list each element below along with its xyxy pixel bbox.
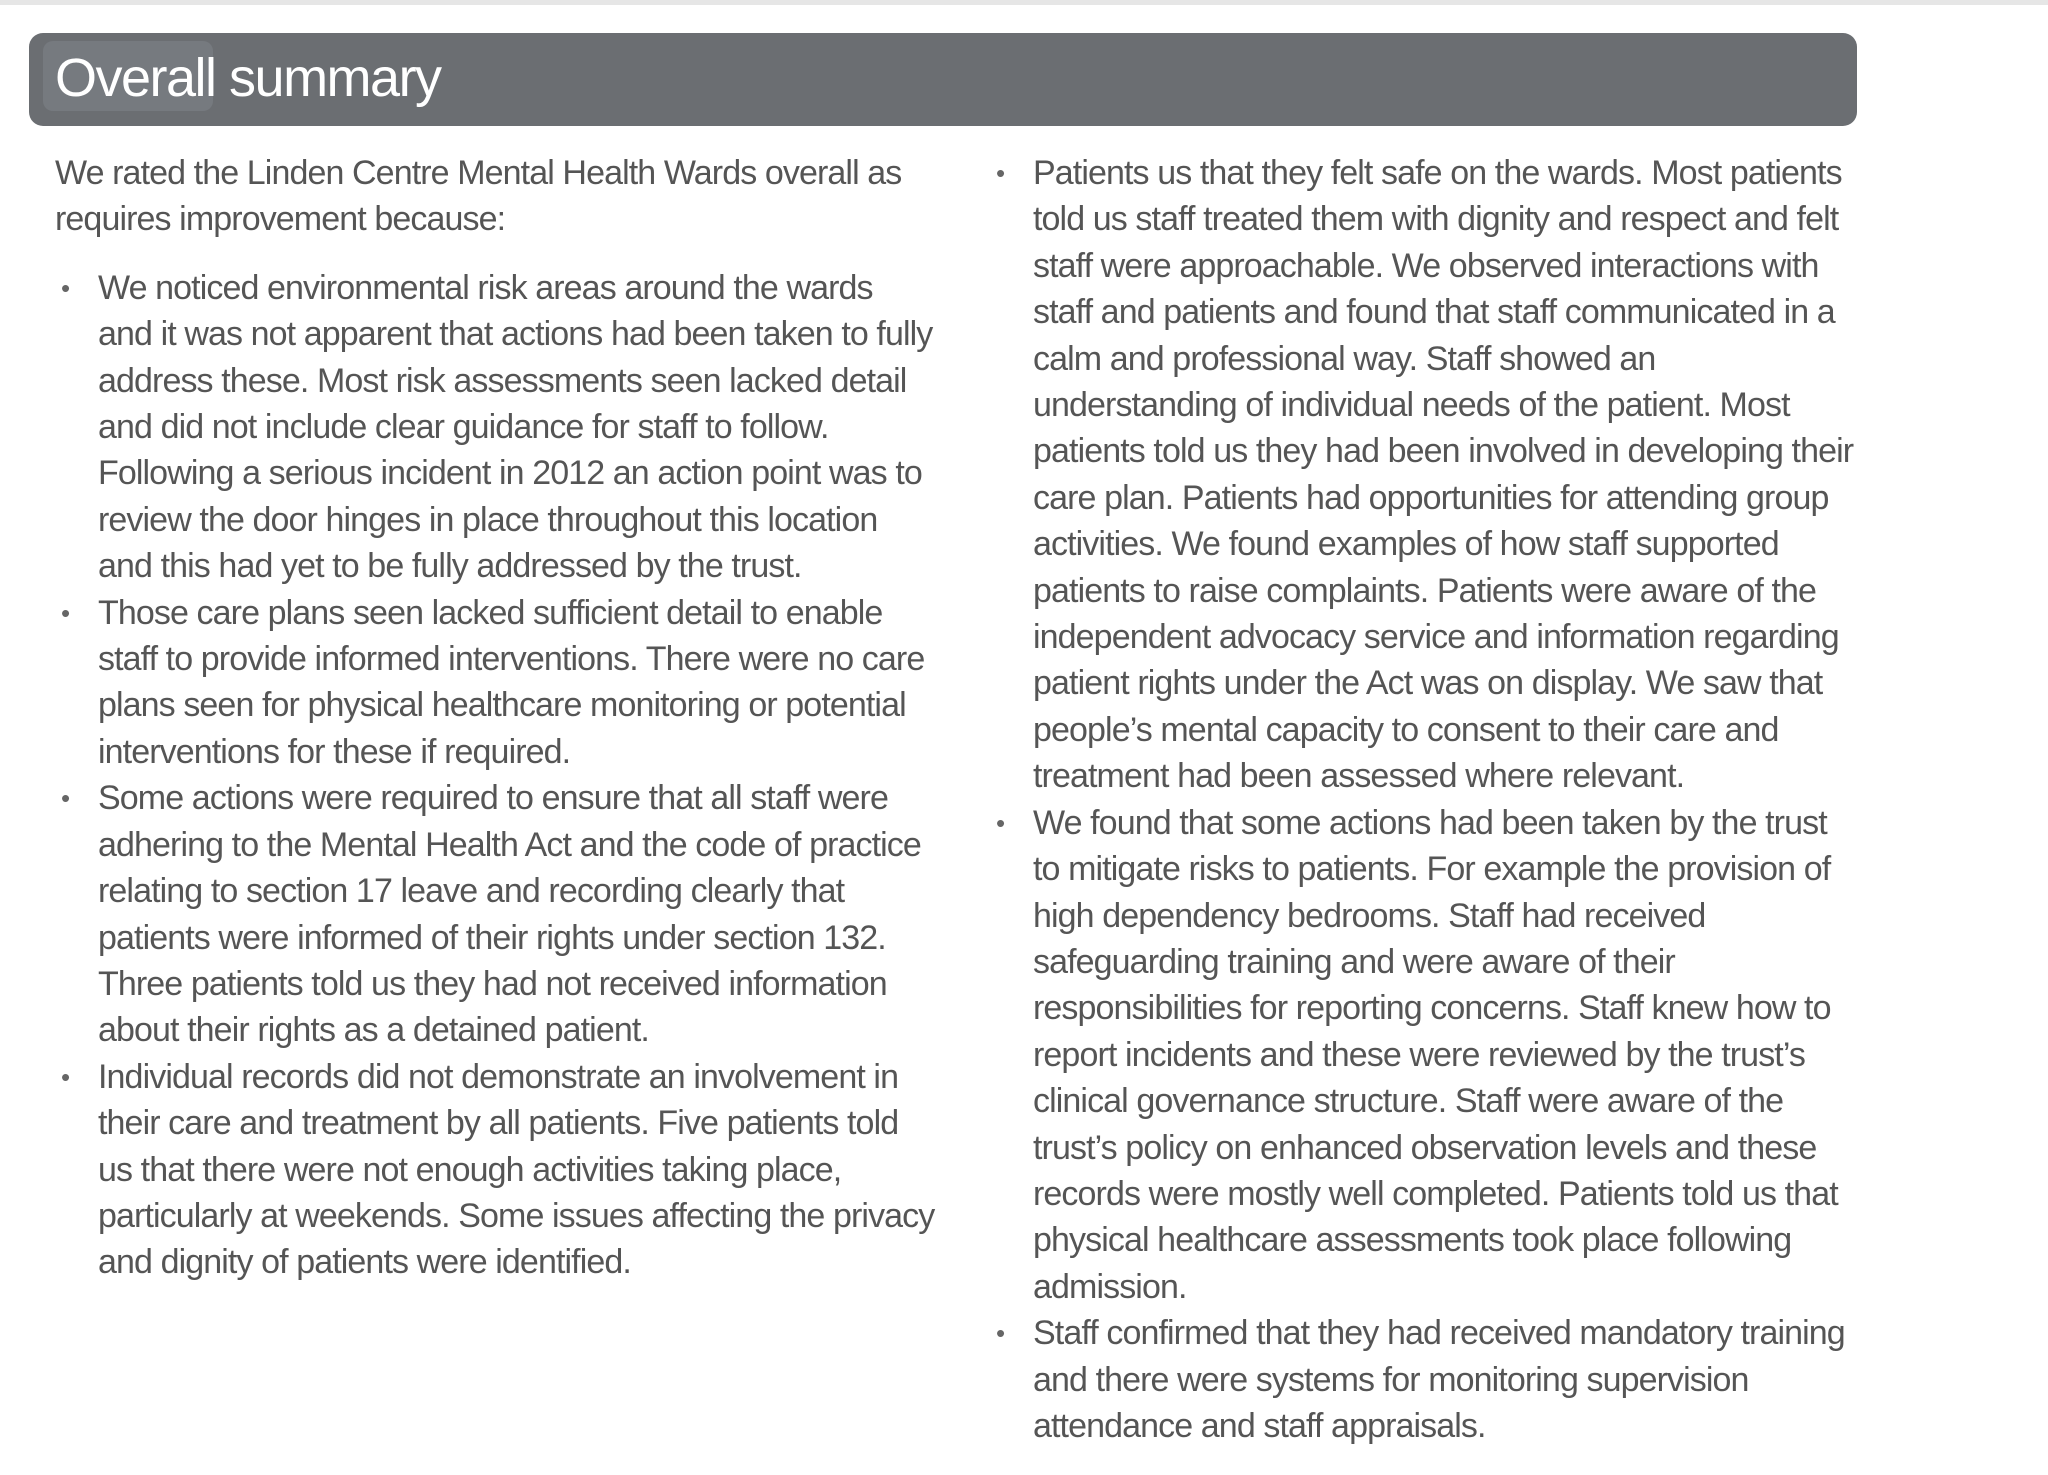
intro-paragraph: We rated the Linden Centre Mental Health Wards overall as requires improvement because: — [55, 154, 902, 239]
list-item: • Individual records did not demonstrate an involvement in their care and treatment by all patients. Five patients told us that there were not enough activities taking place, particularly at weekends. Some issues affecting the privacy and dignity of patients were identified. — [55, 1054, 935, 1286]
list-item: • Patients us that they felt safe on the wards. Most patients told us staff treated them with dignity and respect and felt staff were approachable. We observed interactions with staff and patients and found that staff communicated in a calm and professional way. Staff showed an understanding of individual needs of the patient. Most patients told us they had been involved in developing their care plan. Patients had opportunities for attending group activities. We found examples of how staff supported patients to raise complaints. Patients were aware of the independent advocacy service and information regarding patient rights under the Act was on display. We saw that people’s mental capacity to consent to their care and treatment had been assessed where relevant. — [990, 150, 1860, 800]
list-item: • We noticed environmental risk areas around the wards and it was not apparent that actions had been taken to fully address these. Most risk assessments seen lacked detail and did not include clear guidance for staff to follow. Following a serious incident in 2012 an action point was to review the door hinges in place throughout this location and this had yet to be fully addressed by the trust. — [55, 265, 935, 590]
list-item: • Staff confirmed that they had received mandatory training and there were systems for monitoring supervision attendance and staff appraisals. — [990, 1310, 1860, 1449]
right-column — [990, 150, 1860, 1449]
top-divider — [0, 0, 2048, 5]
section-title: Overall summary — [55, 48, 441, 108]
left-column — [55, 150, 935, 1286]
section-header-bar — [29, 33, 1857, 126]
right-bullet-list — [990, 150, 1860, 1449]
list-item: • Those care plans seen lacked sufficient detail to enable staff to provide informed interventions. There were no care plans seen for physical healthcare monitoring or potential interventions for these if required. — [55, 590, 935, 776]
left-bullet-list — [55, 265, 935, 1286]
list-item: • Some actions were required to ensure that all staff were adhering to the Mental Health Act and the code of practice relating to section 17 leave and recording clearly that patients were informed of their rights under section 132. Three patients told us they had not received information about their rights as a detained patient. — [55, 775, 935, 1053]
list-item: • We found that some actions had been taken by the trust to mitigate risks to patients. For example the provision of high dependency bedrooms. Staff had received safeguarding training and were aware of their responsibilities for reporting concerns. Staff knew how to report incidents and these were reviewed by the trust’s clinical governance structure. Staff were aware of the trust’s policy on enhanced observation levels and these records were mostly well completed. Patients told us that physical healthcare assessments took place following admission. — [990, 800, 1860, 1310]
